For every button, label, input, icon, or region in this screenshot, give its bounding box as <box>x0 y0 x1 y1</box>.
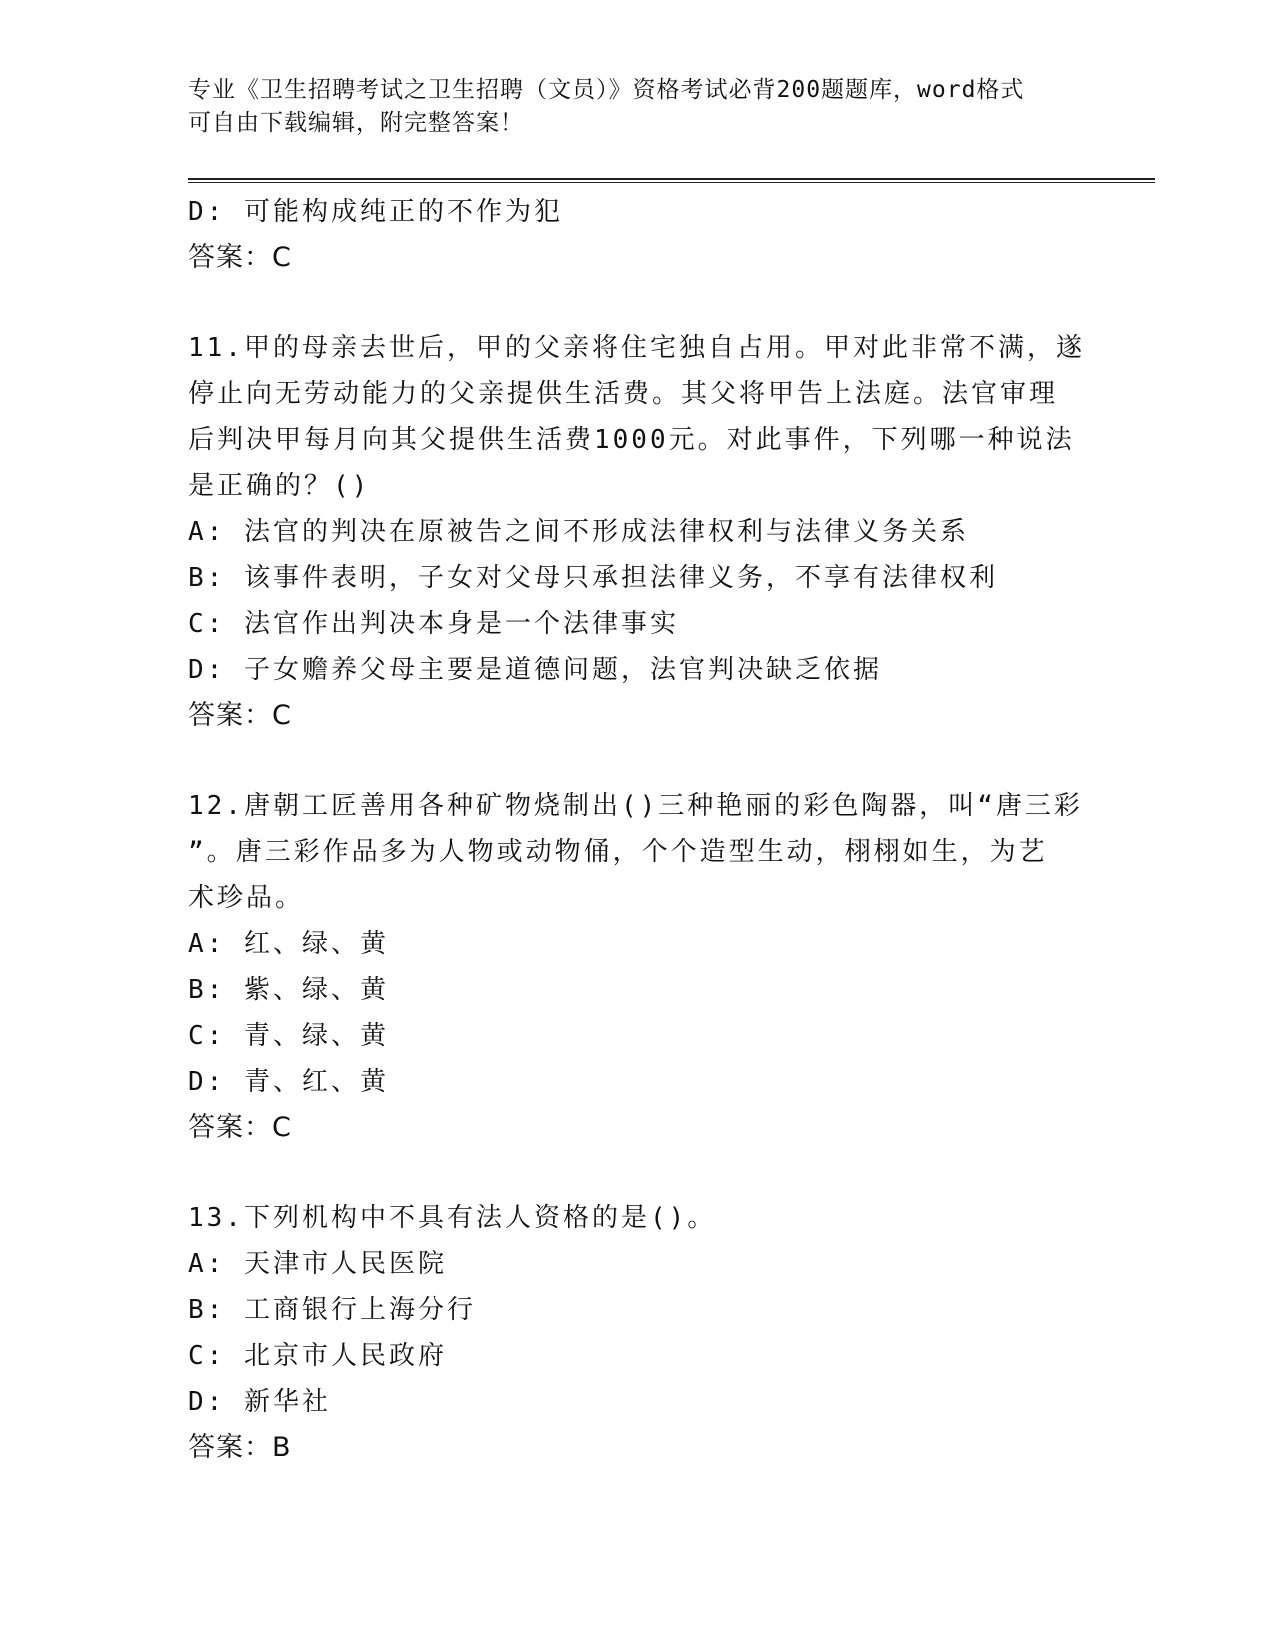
question-stem <box>188 783 1088 921</box>
answer-line: 答案：B <box>188 1432 292 1463</box>
option-d: D: 子女赡养父母主要是道德问题，法官判决缺乏依据 <box>188 655 882 685</box>
stem-line: 是正确的？() <box>188 471 371 501</box>
question-stem <box>188 1195 1088 1241</box>
stem-line: 11.甲的母亲去世后，甲的父亲将住宅独自占用。甲对此非常不满，遂 <box>188 333 1085 363</box>
option-a: A: 红、绿、黄 <box>188 929 389 959</box>
option-d: D: 新华社 <box>188 1387 331 1417</box>
question-13 <box>188 1195 1088 1471</box>
option-c: C: 北京市人民政府 <box>188 1341 447 1371</box>
option-b: B: 紫、绿、黄 <box>188 975 389 1005</box>
answer-line: 答案：C <box>188 1112 292 1143</box>
option-a: A: 法官的判决在原被告之间不形成法律权利与法律义务关系 <box>188 517 969 547</box>
option-b: B: 该事件表明，子女对父母只承担法律义务，不享有法律权利 <box>188 563 998 593</box>
stem-line: 停止向无劳动能力的父亲提供生活费。其父将甲告上法庭。法官审理 <box>188 379 1059 409</box>
option-d: D: 青、红、黄 <box>188 1067 389 1097</box>
stem-line: 术珍品。 <box>188 883 305 913</box>
option-c: C: 青、绿、黄 <box>188 1021 389 1051</box>
question-12 <box>188 783 1088 1151</box>
option-a: A: 天津市人民医院 <box>188 1249 447 1279</box>
document-header <box>188 74 1088 140</box>
option-b: B: 工商银行上海分行 <box>188 1295 476 1325</box>
question-10-tail <box>188 189 1088 281</box>
answer-line: 答案：C <box>188 700 292 731</box>
stem-line: 12.唐朝工匠善用各种矿物烧制出()三种艳丽的彩色陶器，叫“唐三彩 <box>188 791 1083 821</box>
question-11 <box>188 325 1088 739</box>
stem-line: ”。唐三彩作品多为人物或动物俑，个个造型生动，栩栩如生，为艺 <box>188 837 1048 867</box>
header-title-line-1: 专业《卫生招聘考试之卫生招聘（文员）》资格考试必背200题题库，word格式 <box>188 77 1025 103</box>
question-list <box>188 189 1088 1471</box>
question-stem <box>188 325 1088 509</box>
header-title-line-2: 可自由下载编辑，附完整答案！ <box>188 110 524 136</box>
stem-line: 13.下列机构中不具有法人资格的是()。 <box>188 1203 717 1233</box>
header-divider <box>188 178 1155 183</box>
option-d: D: 可能构成纯正的不作为犯 <box>188 197 563 227</box>
stem-line: 后判决甲每月向其父提供生活费1000元。对此事件，下列哪一种说法 <box>188 425 1075 455</box>
answer-line: 答案：C <box>188 242 292 273</box>
option-c: C: 法官作出判决本身是一个法律事实 <box>188 609 679 639</box>
